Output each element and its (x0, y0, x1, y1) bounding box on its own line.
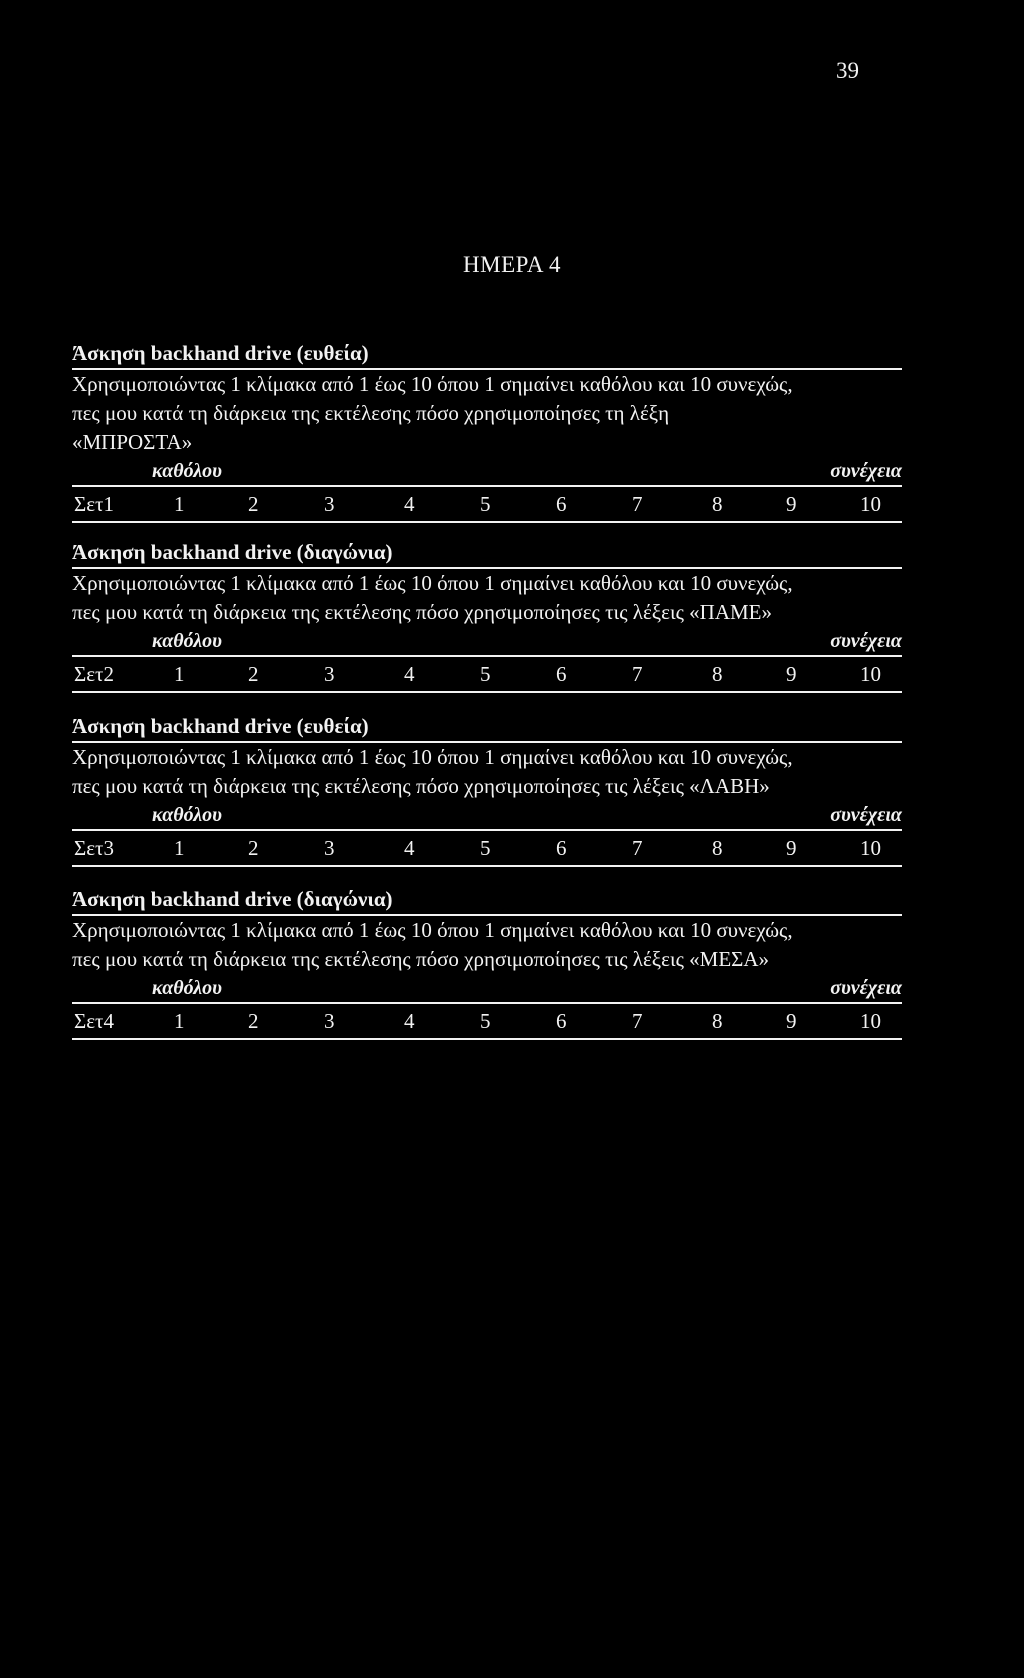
exercise-4 (72, 884, 902, 1040)
scale-high-label: συνέχεια (830, 460, 902, 482)
set-label: Σετ4 (74, 1009, 114, 1033)
scale-low-label: καθόλου (152, 630, 222, 652)
scale-low-label: καθόλου (152, 977, 222, 999)
rating-option-3[interactable]: 3 (324, 492, 335, 516)
rating-option-6[interactable]: 6 (556, 1009, 567, 1033)
exercise-title: Άσκηση backhand drive (ευθεία) (72, 711, 902, 743)
instruction-line: πες μου κατά τη διάρκεια της εκτέλεσης πόσο χρησιμοποίησες τη λέξη (72, 401, 670, 425)
rating-option-6[interactable]: 6 (556, 492, 567, 516)
rating-option-2[interactable]: 2 (248, 1009, 259, 1033)
rating-option-1[interactable]: 1 (174, 662, 185, 686)
rating-option-7[interactable]: 7 (632, 836, 643, 860)
exercise-instructions (72, 743, 902, 801)
scale-high-label: συνέχεια (830, 630, 902, 652)
page-number: 39 (836, 58, 859, 83)
rating-option-7[interactable]: 7 (632, 1009, 643, 1033)
exercise-title: Άσκηση backhand drive (ευθεία) (72, 338, 902, 370)
rating-option-2[interactable]: 2 (248, 492, 259, 516)
rating-option-7[interactable]: 7 (632, 662, 643, 686)
set-label: Σετ3 (74, 836, 114, 860)
exercise-2 (72, 537, 902, 693)
rating-option-4[interactable]: 4 (404, 1009, 415, 1033)
instruction-line: Χρησιμοποιώντας 1 κλίμακα από 1 έως 10 όπου 1 σημαίνει καθόλου και 10 συνεχώς, (72, 918, 793, 942)
exercise-title: Άσκηση backhand drive (διαγώνια) (72, 884, 902, 916)
instruction-line: «ΜΠΡΟΣΤΑ» (72, 430, 193, 454)
rating-option-5[interactable]: 5 (480, 1009, 491, 1033)
rating-option-10[interactable]: 10 (860, 492, 881, 516)
instruction-line: πες μου κατά τη διάρκεια της εκτέλεσης πόσο χρησιμοποίησες τις λέξεις «ΠΑΜΕ» (72, 600, 773, 624)
exercise-title: Άσκηση backhand drive (διαγώνια) (72, 537, 902, 569)
scale-high-label: συνέχεια (830, 804, 902, 826)
rating-row (72, 487, 902, 523)
exercise-1 (72, 338, 902, 523)
rating-option-10[interactable]: 10 (860, 836, 881, 860)
rating-option-5[interactable]: 5 (480, 492, 491, 516)
scale-header (72, 801, 902, 831)
scale-low-label: καθόλου (152, 460, 222, 482)
rating-option-3[interactable]: 3 (324, 836, 335, 860)
scale-header (72, 627, 902, 657)
exercise-3 (72, 711, 902, 867)
instruction-line: πες μου κατά τη διάρκεια της εκτέλεσης πόσο χρησιμοποίησες τις λέξεις «ΛΑΒΗ» (72, 774, 770, 798)
rating-option-6[interactable]: 6 (556, 836, 567, 860)
exercise-instructions (72, 569, 902, 627)
instruction-line: Χρησιμοποιώντας 1 κλίμακα από 1 έως 10 όπου 1 σημαίνει καθόλου και 10 συνεχώς, (72, 571, 793, 595)
set-label: Σετ1 (74, 492, 114, 516)
rating-option-10[interactable]: 10 (860, 1009, 881, 1033)
scale-header (72, 457, 902, 487)
rating-option-4[interactable]: 4 (404, 492, 415, 516)
scale-high-label: συνέχεια (830, 977, 902, 999)
rating-option-3[interactable]: 3 (324, 1009, 335, 1033)
scale-header (72, 974, 902, 1004)
rating-option-7[interactable]: 7 (632, 492, 643, 516)
rating-row (72, 831, 902, 867)
rating-option-8[interactable]: 8 (712, 1009, 723, 1033)
instruction-line: Χρησιμοποιώντας 1 κλίμακα από 1 έως 10 όπου 1 σημαίνει καθόλου και 10 συνεχώς, (72, 745, 793, 769)
rating-option-10[interactable]: 10 (860, 662, 881, 686)
instruction-line: Χρησιμοποιώντας 1 κλίμακα από 1 έως 10 όπου 1 σημαίνει καθόλου και 10 συνεχώς, (72, 372, 793, 396)
rating-row (72, 1004, 902, 1040)
rating-option-8[interactable]: 8 (712, 662, 723, 686)
rating-option-1[interactable]: 1 (174, 1009, 185, 1033)
rating-option-4[interactable]: 4 (404, 662, 415, 686)
day-title: ΗΜΕΡΑ 4 (463, 252, 561, 277)
rating-option-9[interactable]: 9 (786, 1009, 797, 1033)
rating-row (72, 657, 902, 693)
scale-low-label: καθόλου (152, 804, 222, 826)
rating-option-4[interactable]: 4 (404, 836, 415, 860)
rating-option-8[interactable]: 8 (712, 492, 723, 516)
rating-option-2[interactable]: 2 (248, 662, 259, 686)
rating-option-1[interactable]: 1 (174, 836, 185, 860)
rating-option-8[interactable]: 8 (712, 836, 723, 860)
rating-option-9[interactable]: 9 (786, 662, 797, 686)
rating-option-1[interactable]: 1 (174, 492, 185, 516)
rating-option-6[interactable]: 6 (556, 662, 567, 686)
rating-option-9[interactable]: 9 (786, 836, 797, 860)
rating-option-5[interactable]: 5 (480, 662, 491, 686)
exercise-instructions (72, 370, 902, 457)
set-label: Σετ2 (74, 662, 114, 686)
rating-option-2[interactable]: 2 (248, 836, 259, 860)
exercise-instructions (72, 916, 902, 974)
rating-option-9[interactable]: 9 (786, 492, 797, 516)
instruction-line: πες μου κατά τη διάρκεια της εκτέλεσης πόσο χρησιμοποίησες τις λέξεις «ΜΕΣΑ» (72, 947, 770, 971)
rating-option-5[interactable]: 5 (480, 836, 491, 860)
rating-option-3[interactable]: 3 (324, 662, 335, 686)
